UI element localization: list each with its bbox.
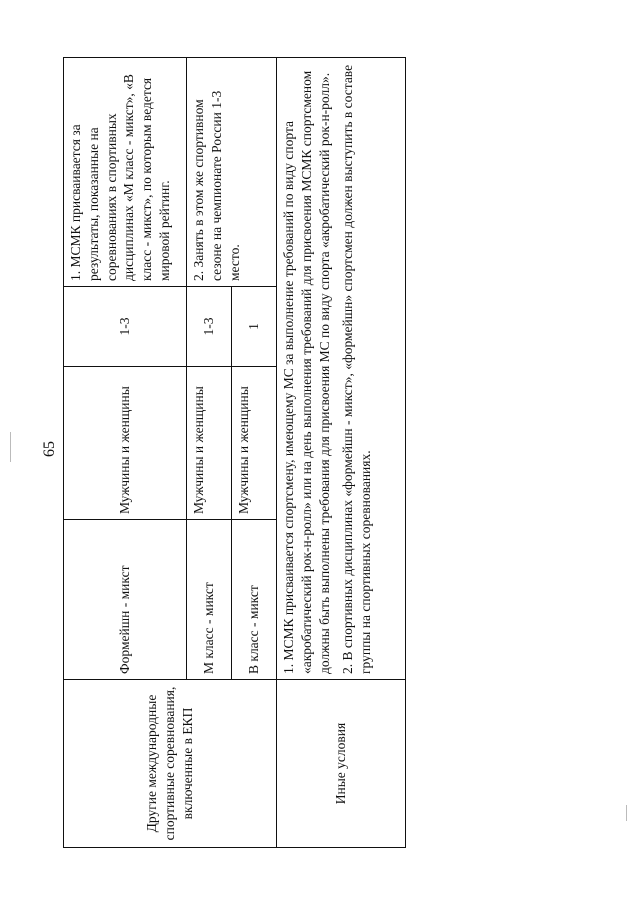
discipline-cell [187,520,232,680]
section-title-cell [64,680,277,848]
condition-paragraph: 1. МСМК присваивается спортсмену, имеющему МС за выполнение требований по виду спорта «акробатический рок-н-ролл» или на день выполнения требований для присвоения МСМК спортсменом должны быть выполнены требования для присвоения МС по виду спорта «акробатический рок-н-ролл». [281,70,332,674]
discipline-label: Формейшн - микст [117,565,133,674]
place-cell [64,287,187,367]
scan-edge-mark [626,805,627,821]
participants-label: Мужчины и женщины [191,386,206,514]
discipline-label: В класс - микст [246,585,262,674]
place-value: 1-3 [117,317,133,336]
requirement-text: 2. Занять в этом же спортивном сезоне на чемпионате России 1-3 место. [191,90,242,281]
discipline-cell [232,520,277,680]
scan-edge-mark [10,432,11,462]
table-row [277,58,406,848]
participants-label: Мужчины и женщины [236,386,251,514]
page-number: 65 [41,441,58,457]
other-conditions-label: Иные условия [333,722,349,805]
requirements-cell [187,58,277,287]
requirements-cell [64,58,187,287]
qualification-table [63,57,406,848]
rotated-table-container [63,58,405,848]
section-title: Другие международные спортивные соревнования, включенные в ЕКП [144,686,195,841]
discipline-cell [64,520,187,680]
participants-cell [187,367,232,520]
table-row [64,58,187,848]
place-value: 1 [246,323,262,330]
participants-cell [232,367,277,520]
other-conditions-cell [277,58,406,680]
place-cell [232,287,277,367]
participants-label: Мужчины и женщины [117,386,133,514]
other-conditions-label-cell [277,680,406,848]
discipline-label: М класс - микст [201,582,217,674]
condition-paragraph: 2. В спортивных дисциплинах «формейшн - микст», «формейшн» спортсмен должен выступить в составе группы на спортивных соревнованиях. [340,64,374,674]
participants-cell [64,367,187,520]
requirement-text: 1. МСМК присваивается за результаты, показанные на соревнованиях в спортивных дисциплинах «М класс - микст», «В класс - микст», по которым ведется мировой рейтинг. [68,74,173,281]
place-value: 1-3 [201,317,217,336]
place-cell [187,287,232,367]
